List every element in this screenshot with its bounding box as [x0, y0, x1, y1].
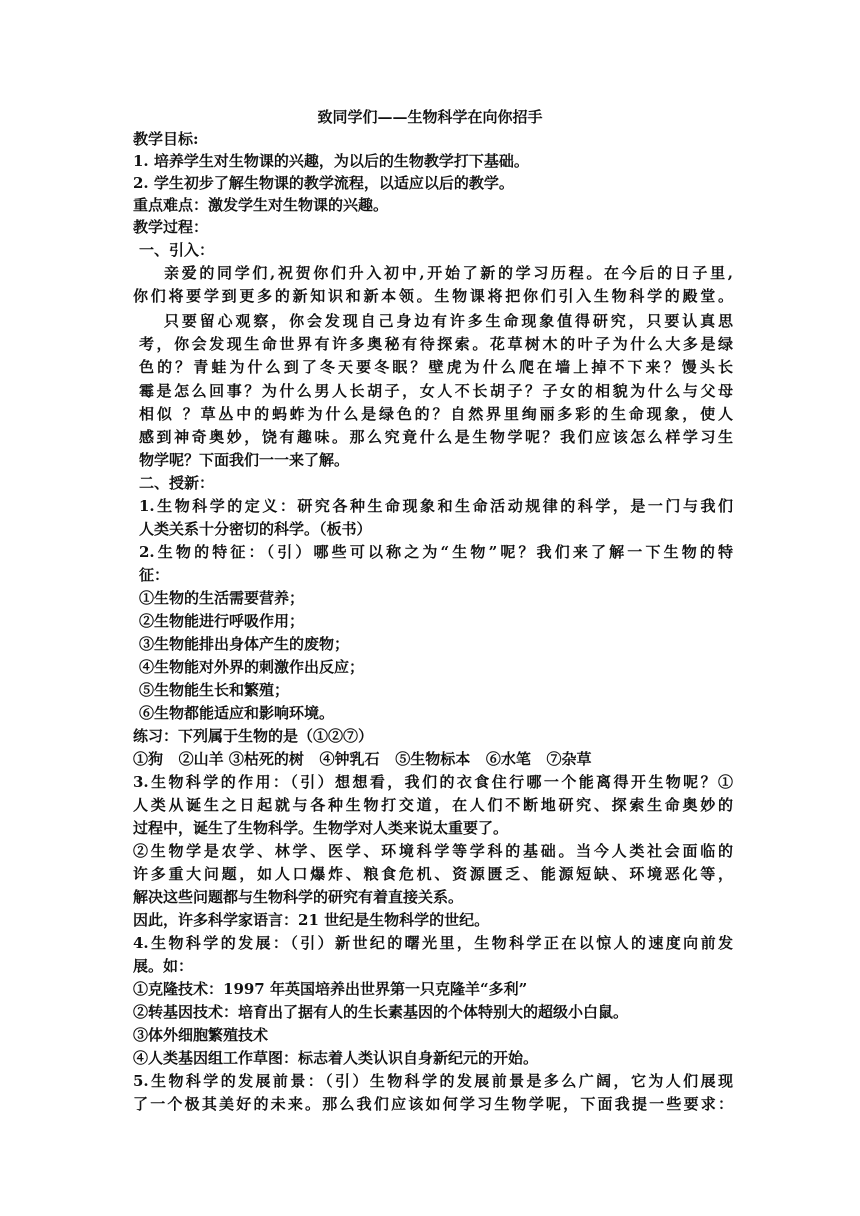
text-line: 人类从诞生之日起就与各种生物打交道，在人们不断地研究、探索生命奥妙的	[133, 796, 733, 814]
list-item: ④人类基因组工作草图：标志着人类认识自身新纪元的开始。	[133, 1049, 539, 1067]
text-line: 征：	[139, 566, 170, 584]
document-title: 致同学们——生物科学在向你招手	[317, 108, 543, 126]
text-line: 物学呢？下面我们一一来了解。	[139, 451, 350, 469]
list-item: ②转基因技术：培育出了据有人的生长素基因的个体特别大的超级小白鼠。	[133, 1003, 629, 1021]
text-line: 亲爱的同学们,祝贺你们升入初中,开始了新的学习历程。在今后的日子里,	[164, 264, 733, 282]
list-item: ②生物能进行呼吸作用；	[139, 612, 305, 630]
text-line: ①狗 ②山羊 ③枯死的树 ④钟乳石 ⑤生物标本 ⑥水笔 ⑦杂草	[133, 750, 592, 768]
text-line: 4.生物科学的发展：（引）新世纪的曙光里，生物科学正在以惊人的速度向前发	[133, 934, 733, 952]
text-line: 教学过程：	[133, 218, 209, 236]
text-line: 1. 培养学生对生物课的兴趣，为以后的生物教学打下基础。	[133, 152, 529, 170]
list-item: ①生物的生活需要营养；	[139, 589, 305, 607]
text-line: 人类关系十分密切的科学。（板书）	[139, 520, 372, 538]
list-item: ③生物能排出身体产生的废物；	[139, 635, 350, 653]
text-line: 2. 学生初步了解生物课的教学流程，以适应以后的教学。	[133, 174, 514, 192]
text-line: 许多重大问题，如人口爆炸、粮食危机、资源匮乏、能源短缺、环境恶化等，	[133, 865, 733, 883]
section-heading: 一、引入：	[139, 241, 215, 259]
text-line: 1.生物科学的定义：研究各种生命现象和生命活动规律的科学，是一门与我们	[139, 497, 733, 515]
list-item: ⑤生物能生长和繁殖；	[139, 681, 290, 699]
text-line: 2.生物的特征：（引）哪些可以称之为“生物”呢？我们来了解一下生物的特	[139, 543, 733, 561]
text-line: 感到神奇奥妙，饶有趣味。那么究竟什么是生物学呢？我们应该怎么样学习生	[139, 428, 733, 446]
text-line: 过程中，诞生了生物科学。生物学对人类来说太重要了。	[133, 819, 509, 837]
text-line: 解决这些问题都与生物科学的研究有着直接关系。	[133, 888, 464, 906]
list-item: ③体外细胞繁殖技术	[133, 1026, 269, 1044]
list-item: ①克隆技术：1997 年英国培养出世界第一只克隆羊“多利”	[133, 980, 528, 998]
section-heading: 二、授新：	[139, 474, 215, 492]
text-line: 霉是怎么回事？为什么男人长胡子，女人不长胡子？子女的相貌为什么与父母	[139, 382, 733, 400]
text-line: 你们将要学到更多的新知识和新本领。生物课将把你们引入生物科学的殿堂。	[133, 287, 733, 305]
text-line: ②生物学是农学、林学、医学、环境科学等学科的基础。当今人类社会面临的	[133, 842, 733, 860]
text-line: 考，你会发现生命世界有许多奥秘有待探索。花草树木的叶子为什么大多是绿	[139, 335, 733, 353]
list-item: ④生物能对外界的刺激作出反应；	[139, 658, 365, 676]
text-line: 5.生物科学的发展前景：（引）生物科学的发展前景是多么广阔，它为人们展现	[133, 1072, 733, 1090]
text-line: 因此，许多科学家语言：21 世纪是生物科学的世纪。	[133, 911, 490, 929]
text-line: 色的？青蛙为什么到了冬天要冬眠？壁虎为什么爬在墙上掉不下来？馒头长	[139, 358, 733, 376]
text-line: 展。如：	[133, 957, 194, 975]
text-line: 只要留心观察，你会发现自己身边有许多生命现象值得研究，只要认真思	[164, 312, 733, 330]
text-line: 教学目标:	[133, 130, 199, 148]
text-line: 了一个极其美好的未来。那么我们应该如何学习生物学呢，下面我提一些要求：	[133, 1095, 733, 1113]
text-line: 重点难点：激发学生对生物课的兴趣。	[133, 196, 389, 214]
text-line: 相似 ？草丛中的蚂蚱为什么是绿色的？自然界里绚丽多彩的生命现象，使人	[139, 405, 733, 423]
text-line: 练习：下列属于生物的是（①②⑦）	[133, 727, 374, 745]
text-line: 3.生物科学的作用：（引）想想看，我们的衣食住行哪一个能离得开生物呢？①	[133, 773, 733, 791]
list-item: ⑥生物都能适应和影响环境。	[139, 704, 335, 722]
